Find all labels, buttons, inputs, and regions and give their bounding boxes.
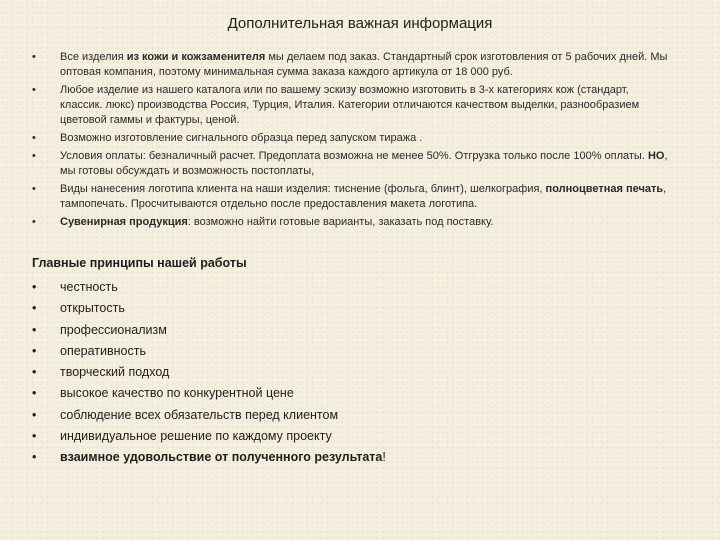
principle-item xyxy=(0,364,720,385)
list-item xyxy=(0,182,720,212)
bullet: • xyxy=(32,183,36,195)
principles-list xyxy=(0,279,720,471)
list-item xyxy=(0,215,720,230)
bullet: • xyxy=(32,150,36,162)
bullet: • xyxy=(32,343,37,358)
principle-text: творческий подход xyxy=(60,365,170,380)
principle-text: честность xyxy=(60,280,118,294)
info-list xyxy=(0,50,720,233)
bullet: • xyxy=(32,301,37,316)
item-text: , тампопечать. Просчитываются отдельно после предоставления макета логотипа. xyxy=(60,183,667,210)
list-item xyxy=(0,50,720,80)
item-emphasis: Сувенирная продукция xyxy=(60,216,188,228)
item-text: , мы готовы обсуждать и возможность постоплаты, xyxy=(60,150,668,177)
item-text: Все изделия xyxy=(60,51,127,63)
bullet: • xyxy=(32,280,37,294)
bullet: • xyxy=(32,132,36,144)
item-emphasis: полноцветная печать xyxy=(545,183,664,195)
principle-text: соблюдение всех обязательств перед клиентом xyxy=(60,407,339,422)
principle-item xyxy=(0,279,720,300)
bullet: • xyxy=(32,84,36,96)
item-text: Виды нанесения логотипа клиента на наши изделия: тиснение (фольга, блинт), шелкография, xyxy=(60,183,546,195)
item-text: мы делаем под заказ. Стандартный срок изготовления от 5 рабочих дней. Мы оптовая компания, поэтому минимальная сумма заказа каждого артикула от 18 000 руб. xyxy=(60,51,668,78)
item-text: : возможно найти готовые варианты, заказать под поставку. xyxy=(187,216,494,228)
principle-text: открытость xyxy=(60,301,125,316)
principle-item xyxy=(0,300,720,321)
principle-item xyxy=(0,343,720,364)
bullet: • xyxy=(32,216,36,228)
page-title: Дополнительная важная информация xyxy=(227,15,493,32)
bullet: • xyxy=(32,429,37,444)
item-text: Любое изделие из нашего каталога или по вашему эскизу возможно изготовить в 3-х категориях кож (стандарт, классик. люкс) производства Россия, Турция, Италия. Категории отличаются качеством выделки, разнообразием цветовой гаммы и фактуры, ценой. xyxy=(60,84,640,126)
bullet: • xyxy=(32,407,37,422)
principle-text: оперативность xyxy=(60,343,146,358)
principle-item xyxy=(0,428,720,449)
principles-heading: Главные принципы нашей работы xyxy=(32,256,247,270)
item-emphasis: из кожи и кожзаменителя xyxy=(126,51,266,63)
item-text: Возможно изготовление сигнального образца перед запуском тиража . xyxy=(60,132,423,144)
list-item xyxy=(0,149,720,179)
principle-text-tail: ! xyxy=(382,450,386,465)
principle-text-bold: взаимное удовольствие от полученного результата xyxy=(60,450,383,465)
bullet: • xyxy=(32,450,37,465)
principle-text: профессионализм xyxy=(60,322,167,337)
principle-text: индивидуальное решение по каждому проекту xyxy=(60,429,332,444)
principle-item xyxy=(0,449,720,470)
principle-item xyxy=(0,385,720,406)
list-item xyxy=(0,131,720,146)
principle-item xyxy=(0,322,720,343)
item-emphasis: НО xyxy=(647,150,665,162)
bullet: • xyxy=(32,365,37,380)
item-text: Условия оплаты: безналичный расчет. Предоплата возможна не менее 50%. Отгрузка только после 100% оплаты. xyxy=(60,150,648,162)
principle-item xyxy=(0,407,720,428)
principle-text: высокое качество по конкурентной цене xyxy=(60,386,294,401)
bullet: • xyxy=(32,51,36,63)
bullet: • xyxy=(32,322,37,337)
bullet: • xyxy=(32,386,37,401)
list-item xyxy=(0,83,720,128)
